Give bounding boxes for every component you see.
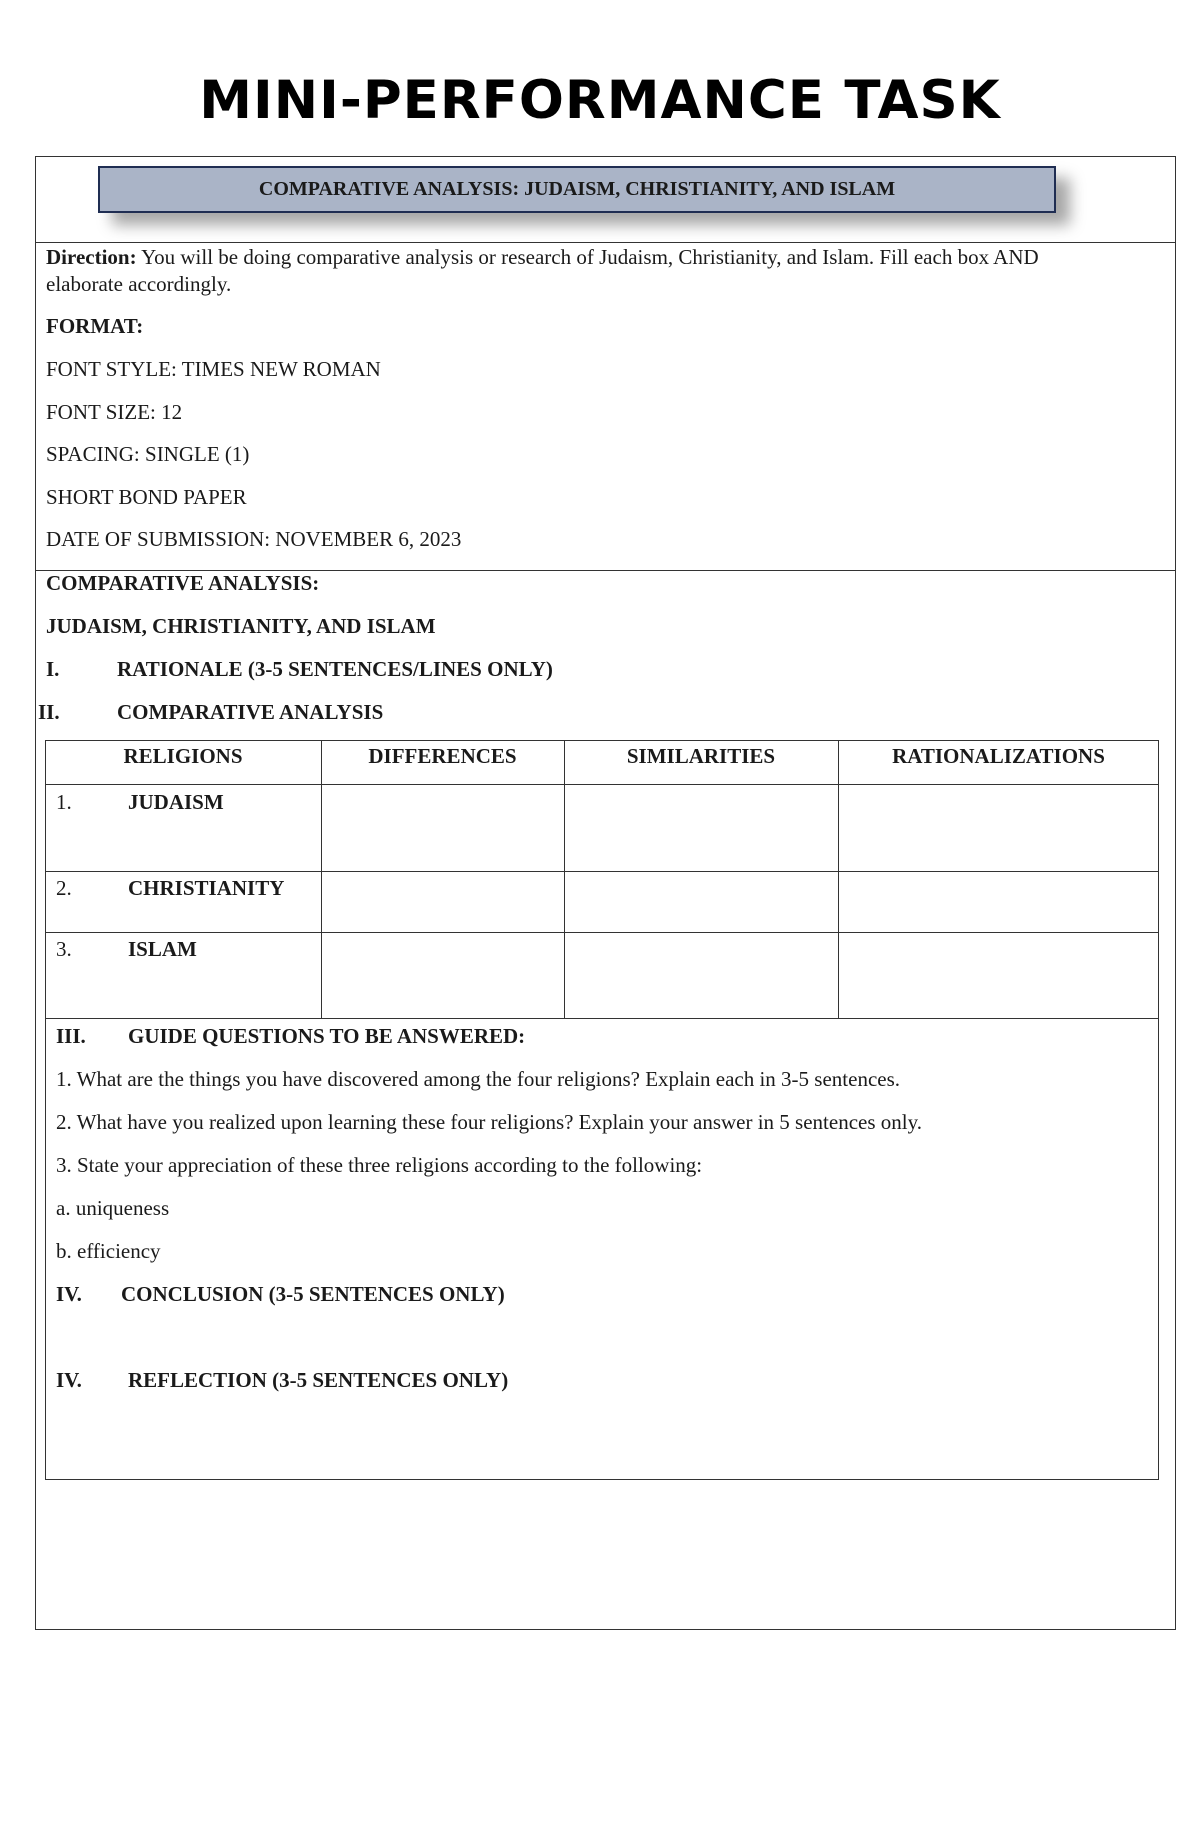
guide-question: 2. What have you realized upon learning these four religions? Explain your answer in 5 sentences only. (56, 1110, 922, 1134)
banner-title: COMPARATIVE ANALYSIS: JUDAISM, CHRISTIANITY, AND ISLAM (98, 166, 1056, 213)
direction-text-continued: elaborate accordingly. (46, 272, 232, 296)
guide-question: 3. State your appreciation of these three religions according to the following: (56, 1153, 703, 1177)
guide-heading: GUIDE QUESTIONS TO BE ANSWERED: (128, 1024, 526, 1048)
page-title: MINI-PERFORMANCE TASK (199, 70, 1001, 131)
column-header-differences: DIFFERENCES (368, 744, 517, 768)
direction-text: You will be doing comparative analysis or research of Judaism, Christianity, and Islam. Fill each box AND (136, 245, 1039, 269)
row-number: 2. (56, 876, 72, 900)
section-number: IV. (56, 1282, 82, 1306)
guide-subitem: a. uniqueness (56, 1196, 170, 1220)
format-item: SHORT BOND PAPER (46, 485, 247, 509)
section-number: I. (46, 657, 60, 681)
format-item: DATE OF SUBMISSION: NOVEMBER 6, 2023 (46, 527, 462, 551)
direction-paragraph (46, 245, 1039, 270)
analysis-subheading: JUDAISM, CHRISTIANITY, AND ISLAM (46, 614, 436, 638)
section-rationale: RATIONALE (3-5 SENTENCES/LINES ONLY) (117, 657, 553, 681)
section-number: III. (56, 1024, 86, 1048)
row-number: 3. (56, 937, 72, 961)
format-heading: FORMAT: (46, 314, 144, 338)
table-column-divider (838, 740, 839, 1019)
format-item: SPACING: SINGLE (1) (46, 442, 250, 466)
section-reflection: REFLECTION (3-5 SENTENCES ONLY) (128, 1368, 509, 1392)
table-column-divider (564, 740, 565, 1019)
table-row-divider (45, 1018, 1159, 1019)
religion-judaism: JUDAISM (128, 790, 224, 814)
section-number: II. (38, 700, 60, 724)
section-conclusion: CONCLUSION (3-5 SENTENCES ONLY) (121, 1282, 505, 1306)
row-number: 1. (56, 790, 72, 814)
table-row-divider (45, 871, 1159, 872)
religion-christianity: CHRISTIANITY (128, 876, 285, 900)
column-header-similarities: SIMILARITIES (626, 744, 776, 768)
religion-islam: ISLAM (128, 937, 197, 961)
format-item: FONT STYLE: TIMES NEW ROMAN (46, 357, 381, 381)
table-row-divider (45, 932, 1159, 933)
analysis-heading: COMPARATIVE ANALYSIS: (46, 571, 320, 595)
section-comparative-analysis: COMPARATIVE ANALYSIS (117, 700, 384, 724)
column-header-rationalizations: RATIONALIZATIONS (892, 744, 1105, 768)
format-item: FONT SIZE: 12 (46, 400, 183, 424)
direction-label: Direction: (46, 245, 137, 269)
guide-subitem: b. efficiency (56, 1239, 161, 1263)
section-number: IV. (56, 1368, 82, 1392)
column-header-religions: RELIGIONS (123, 744, 243, 768)
table-header-divider (45, 784, 1159, 785)
guide-question: 1. What are the things you have discovered among the four religions? Explain each in 3-5 sentences. (56, 1067, 901, 1091)
table-column-divider (321, 740, 322, 1019)
